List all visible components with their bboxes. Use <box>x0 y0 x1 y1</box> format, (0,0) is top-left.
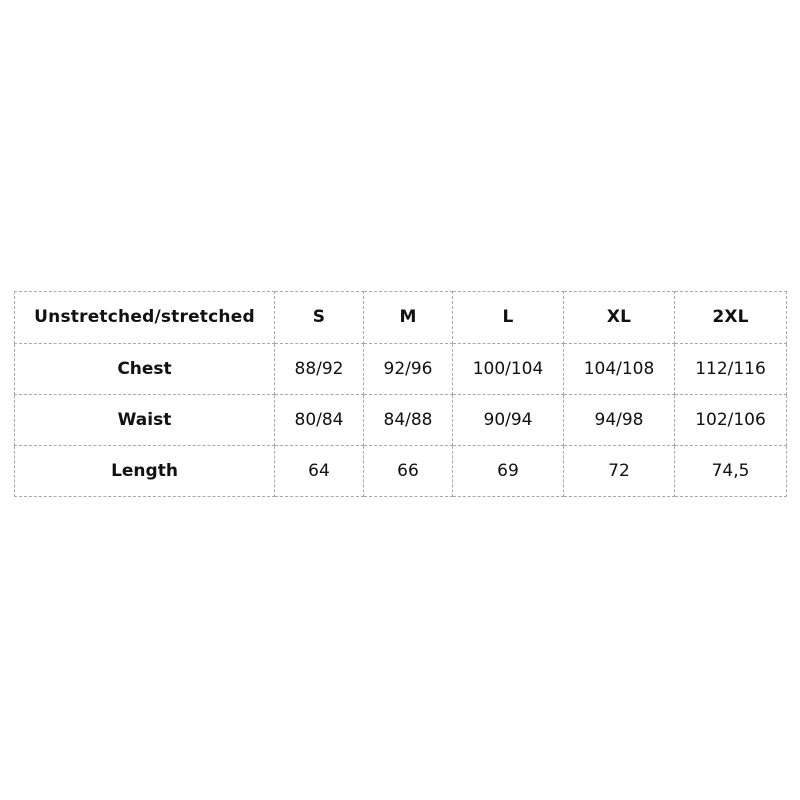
cell-length-m: 66 <box>364 446 453 497</box>
cell-length-xl: 72 <box>564 446 675 497</box>
cell-waist-xl: 94/98 <box>564 395 675 446</box>
table-header-row <box>15 292 787 344</box>
header-cell-size-s: S <box>275 292 364 344</box>
table-row-waist <box>15 395 787 446</box>
header-cell-size-xl: XL <box>564 292 675 344</box>
row-label-waist: Waist <box>15 395 275 446</box>
header-cell-size-l: L <box>453 292 564 344</box>
cell-chest-m: 92/96 <box>364 344 453 395</box>
table-row-chest <box>15 344 787 395</box>
cell-waist-l: 90/94 <box>453 395 564 446</box>
header-cell-size-m: M <box>364 292 453 344</box>
cell-chest-s: 88/92 <box>275 344 364 395</box>
header-cell-measure: Unstretched/stretched <box>15 292 275 344</box>
cell-chest-2xl: 112/116 <box>675 344 787 395</box>
cell-waist-2xl: 102/106 <box>675 395 787 446</box>
row-label-chest: Chest <box>15 344 275 395</box>
row-label-length: Length <box>15 446 275 497</box>
cell-chest-xl: 104/108 <box>564 344 675 395</box>
table-row-length <box>15 446 787 497</box>
cell-waist-s: 80/84 <box>275 395 364 446</box>
header-cell-size-2xl: 2XL <box>675 292 787 344</box>
cell-length-s: 64 <box>275 446 364 497</box>
cell-length-l: 69 <box>453 446 564 497</box>
cell-length-2xl: 74,5 <box>675 446 787 497</box>
size-chart-table <box>14 291 787 497</box>
cell-chest-l: 100/104 <box>453 344 564 395</box>
cell-waist-m: 84/88 <box>364 395 453 446</box>
